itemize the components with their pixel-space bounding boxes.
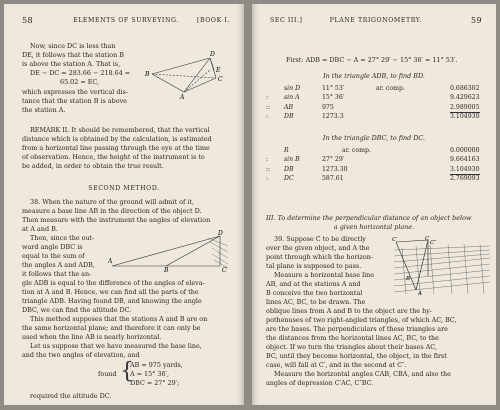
text-line: This method supposes that the stations A and B are on [30, 315, 208, 323]
text-line: and the two angles of elevation, and [22, 351, 140, 359]
equation-line: DE − DC = 283.66 − 218.64 = [30, 69, 131, 77]
row-log: 3.104930 [450, 165, 480, 175]
fig-label: C′ [392, 237, 398, 243]
figure-elevation-triangles [144, 48, 238, 100]
found-value: AB = 975 yards, [130, 361, 183, 369]
row-label: R [284, 147, 289, 154]
remark-line: REMARK II. It should be remembered, that the vertical [30, 126, 210, 134]
fig-label: A [180, 94, 185, 100]
text-line: Then, since the out- [30, 234, 95, 242]
fig-label: C [222, 267, 227, 272]
fig-label: E [216, 67, 221, 74]
row-mark: : [266, 94, 269, 102]
found-value: A = 15° 36′, [130, 370, 170, 378]
text-line: 39. Suppose C to be directly [274, 235, 366, 243]
text-line: case, will fall at C′, and in the second at C″. [266, 361, 407, 369]
row-label: AB [284, 103, 294, 111]
text-line: used when the line AB is nearly horizontal. [22, 333, 162, 341]
row-mark: : [266, 175, 269, 183]
text-line: the same horizontal plane; and therefore it can only be [22, 324, 201, 332]
row-value: 11° 53′ [322, 85, 345, 92]
row-label: sin B [284, 156, 300, 164]
section-heading: III. To determine the perpendicular distance of an object below [266, 214, 472, 222]
text-line: ward angle DBC is [22, 243, 83, 251]
table-title: In the triangle DBC, to find DC. [322, 134, 426, 142]
fig-label: C [218, 76, 223, 83]
text-line: tion at A and B. Hence, we can find all the parts of the [22, 288, 199, 296]
text-line: pothenuses of two right-angled triangles, of which AC, BC, [266, 316, 457, 324]
fig-label: A [108, 258, 113, 265]
row-log: 2.989005 [450, 103, 480, 113]
row-log: 3.104930 [450, 113, 480, 121]
section-heading: a given horizontal plane. [333, 223, 415, 231]
row-label: sin D [284, 85, 301, 92]
section-heading: SECOND METHOD. [88, 185, 160, 192]
text-line: Now, since DC is less than [30, 42, 116, 50]
equation-line: 65.02 = EC, [60, 78, 100, 86]
right-running-head [270, 16, 482, 28]
text-line: the angles A and ADB, [22, 261, 95, 269]
found-label: found [98, 370, 117, 378]
brace-icon: { [120, 359, 134, 384]
left-page [4, 4, 244, 405]
row-note: ar. comp. [342, 147, 371, 154]
text-line: Measure a horizontal base line [274, 271, 375, 279]
figure-depression-angles [392, 236, 492, 296]
page-number: 59 [471, 16, 482, 25]
row-label: DB [284, 165, 294, 173]
text-line: are the bases. The perpendiculars of these triangles are [266, 325, 448, 333]
text-line: it follows that the an- [22, 270, 92, 278]
fig-label: A [418, 291, 422, 296]
log-table-1 [266, 84, 490, 124]
text-line: over the given object, and A the [266, 244, 370, 252]
log-table-2 [266, 146, 490, 186]
text-line: oblique lines from A and B to the object are the hy- [266, 307, 433, 315]
left-running-head [22, 16, 230, 28]
row-value: 1273.3 [322, 113, 344, 121]
fig-label: C″ [430, 240, 437, 246]
fig-label: D [210, 51, 215, 58]
row-value: 975 [322, 103, 334, 111]
row-mark: :: [266, 165, 271, 173]
right-page [252, 4, 496, 405]
fig-label: C [425, 236, 430, 242]
text-line: which expresses the vertical dis- [22, 88, 128, 96]
text-line: the station A. [22, 106, 66, 114]
row-mark: : [266, 156, 269, 164]
text-line: 38. When the nature of the ground will admit of it, [30, 198, 194, 206]
book-label: [BOOK I. [196, 17, 230, 24]
text-line: at A and B. [22, 225, 58, 233]
fig-label: B [164, 267, 169, 272]
section-label: SEC III.] [270, 17, 303, 24]
row-value: 15° 36′ [322, 94, 345, 102]
row-label: sin A [284, 94, 300, 102]
text-line: measure a base line AB in the direction of the object D. [22, 207, 202, 215]
remark-line: of observation. Hence, the height of the instrument is to [22, 153, 205, 161]
row-log: 0.686302 [450, 85, 480, 92]
text-line: tance that the station B is above [22, 97, 127, 105]
row-mark: :: [266, 103, 271, 111]
text-line: point through which the horizon- [266, 253, 374, 261]
row-value: 1273.30 [322, 165, 348, 173]
text-line: tal plane is supposed to pass. [266, 262, 362, 270]
text-line: gle ADB is equal to the difference of the angles of eleva- [22, 279, 205, 287]
row-log: 9.664163 [450, 156, 480, 164]
fig-label: B [406, 276, 411, 282]
figure-second-method [108, 230, 230, 272]
row-log: 0.000000 [450, 147, 480, 154]
text-line: DE, it follows that the station B [22, 51, 124, 59]
text-line: equal to the sum of [22, 252, 85, 260]
table-title: In the triangle ADB, to find BD. [323, 72, 425, 80]
remark-line: distance which is obtained by the calculation, is estimated [22, 135, 212, 143]
text-line: angles of depression C′AC, C″BC. [266, 379, 374, 387]
text-line: Measure the horizontal angles CAB, CBA, and also the [274, 370, 451, 378]
text-line: Let us suppose that we have measured the base line, [30, 342, 202, 350]
row-value: 587.61 [322, 175, 344, 183]
running-head-title: ELEMENTS OF SURVEYING. [73, 17, 179, 24]
text-line: the distances from the horizontal lines AC, BC, to the [266, 334, 439, 342]
text-line: Then measure with the instrument the angles of elevation [22, 216, 211, 224]
text-line: object. If we turn the triangles about their bases AC, [266, 343, 437, 351]
row-mark: : [266, 113, 269, 121]
remark-line: be added, in order to obtain the true result. [22, 162, 164, 170]
row-label: DB [284, 113, 294, 121]
row-log: 2.769093 [450, 175, 480, 183]
equation-line: First: ADB = DBC − A = 27° 29′ − 15° 36′ = 11° 53′. [286, 56, 458, 64]
fig-label: B [145, 71, 150, 78]
remark-line: from a horizontal line passing through the eye at the time [22, 144, 210, 152]
found-value: DBC = 27° 29′; [130, 379, 180, 387]
text-line: is above the station A. That is, [22, 60, 121, 68]
row-label: DC [284, 175, 294, 183]
text-line: DBC, we can find the altitude DC. [22, 306, 132, 314]
text-line: B conceive the two horizontal [266, 289, 363, 297]
fig-label: D [218, 230, 223, 237]
row-log: 9.429623 [450, 94, 480, 102]
running-head-title: PLANE TRIGONOMETRY. [329, 17, 423, 24]
text-line: triangle ADB. Having found DB, and knowing the angle [22, 297, 202, 305]
text-line: lines AC, BC, to be drawn. The [266, 298, 366, 306]
text-line: BC, until they become horizontal, the object, in the first [266, 352, 447, 360]
row-value: 27° 29′ [322, 156, 345, 164]
row-note: ar. comp. [376, 85, 405, 92]
text-line: AB, and at the stations A and [266, 280, 361, 288]
text-line: required the altitude DC. [30, 392, 112, 400]
page-number: 58 [22, 16, 33, 25]
